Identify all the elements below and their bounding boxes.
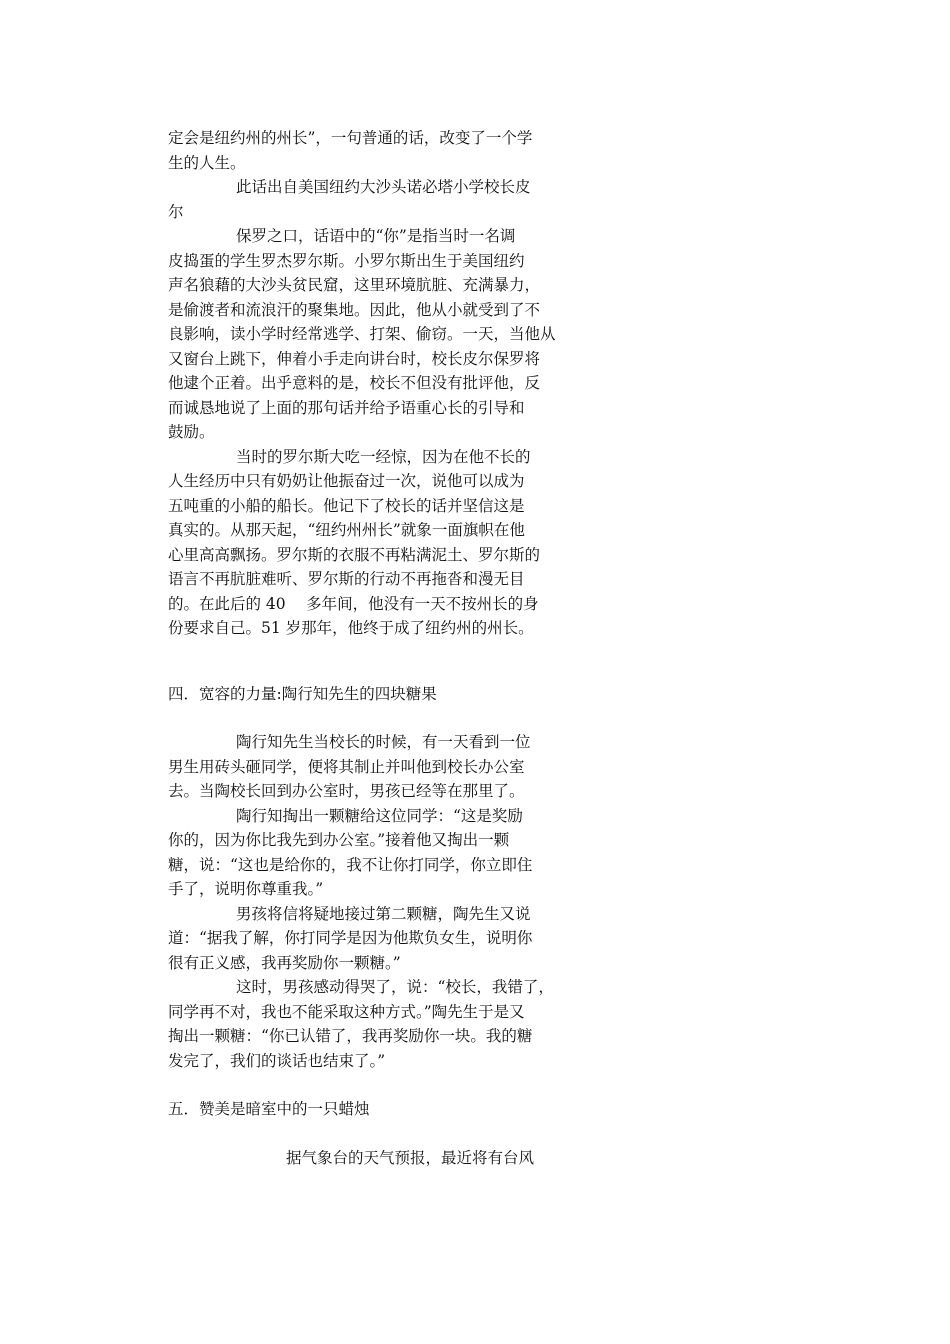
text-line: 声名狼藉的大沙头贫民窟，这里环境肮脏、充满暴力， <box>168 276 541 294</box>
paragraph <box>168 224 560 445</box>
text-line: 而诚恳地说了上面的那句话并给予语重心长的引导和 <box>168 398 525 417</box>
text-line: 此话出自美国纽约大沙头诺必塔小学校长皮 <box>236 178 531 196</box>
text-line: 生的人生。 <box>168 153 246 172</box>
text-line: 又窗台上跳下，伸着小手走向讲台时，校长皮尔保罗将 <box>168 349 541 368</box>
section-heading: 四．宽容的力量:陶行知先生的四块糖果 <box>168 684 437 703</box>
text-line: 份要求自己。51 岁那年，他终于成了纽约州的州长。 <box>168 619 534 637</box>
text-line: 语言不再肮脏难听、罗尔斯的行动不再拖沓和漫无目 <box>168 570 525 588</box>
paragraph <box>168 445 560 641</box>
text-line: 当时的罗尔斯大吃一经惊，因为在他不长的 <box>236 447 531 466</box>
text-line: 是偷渡者和流浪汗的聚集地。因此，他从小就受到了不 <box>168 300 541 319</box>
text-line: 发完了，我们的谈话也结束了。” <box>168 1051 386 1070</box>
paragraph <box>168 175 560 224</box>
text-line: 手了，说明你尊重我。” <box>168 880 324 898</box>
document-page <box>168 126 560 1170</box>
text-line: 男孩将信将疑地接过第二颗糖，陶先生又说 <box>236 904 531 923</box>
text-line: 五吨重的小船的船长。他记下了校长的话并坚信这是 <box>168 496 525 515</box>
text-line: 定会是纽约州的州长”，一句普通的话，改变了一个学 <box>168 129 533 147</box>
text-line: 这时，男孩感动得哭了，说：“校长，我错了， <box>236 978 554 996</box>
spacer <box>168 1073 560 1097</box>
paragraph <box>168 804 560 902</box>
text-line: 人生经历中只有奶奶让他振奋过一次，说他可以成为 <box>168 472 525 490</box>
text-line: 去。当陶校长回到办公室时，男孩已经等在那里了。 <box>168 782 525 800</box>
paragraph <box>168 902 560 976</box>
paragraph <box>168 730 560 804</box>
section-heading: 五．赞美是暗室中的一只蜡烛 <box>168 1100 370 1118</box>
paragraph <box>168 1146 560 1171</box>
text-line: 保罗之口，话语中的“你”是指当时一名调 <box>236 227 516 245</box>
text-line: 尔 <box>168 202 184 221</box>
text-line: 他逮个正着。出乎意料的是，校长不但没有批评他，反 <box>168 374 541 392</box>
text-line: 良影响，读小学时经常逃学、打架、偷窃。一天，当他从 <box>168 325 556 343</box>
spacer <box>168 706 560 730</box>
text-line: 道：“据我了解，你打同学是因为他欺负女生，说明你 <box>168 929 533 947</box>
spacer <box>168 1122 560 1146</box>
text-line: 皮捣蛋的学生罗杰罗尔斯。小罗尔斯出生于美国纽约 <box>168 251 525 270</box>
text-line: 你的，因为你比我先到办公室。”接着他又掏出一颗 <box>168 831 510 849</box>
text-line: 陶行知掏出一颗糖给这位同学：“这是奖励 <box>236 806 523 825</box>
text-line: 据气象台的天气预报，最近将有台风 <box>286 1148 535 1167</box>
text-line: 掏出一颗糖：“你已认错了，我再奖励你一块。我的糖 <box>168 1027 533 1045</box>
text-line: 同学再不对，我也不能采取这种方式。”陶先生于是又 <box>168 1002 525 1021</box>
paragraph <box>168 126 560 175</box>
text-line: 糖，说：“这也是给你的，我不让你打同学，你立即住 <box>168 855 533 874</box>
spacer <box>168 641 560 682</box>
text-line: 陶行知先生当校长的时候，有一天看到一位 <box>236 733 531 751</box>
paragraph <box>168 975 560 1073</box>
text-line: 的。在此后的 40 多年间，他没有一天不按州长的身 <box>168 594 539 613</box>
text-line: 真实的。从那天起，“纽约州州长”就象一面旗帜在他 <box>168 521 525 539</box>
text-line: 心里高高飘扬。罗尔斯的衣服不再粘满泥土、罗尔斯的 <box>168 545 541 564</box>
text-line: 很有正义感，我再奖励你一颗糖。” <box>168 953 401 972</box>
text-line: 鼓励。 <box>168 423 215 441</box>
text-line: 男生用砖头砸同学，便将其制止并叫他到校长办公室 <box>168 757 525 776</box>
